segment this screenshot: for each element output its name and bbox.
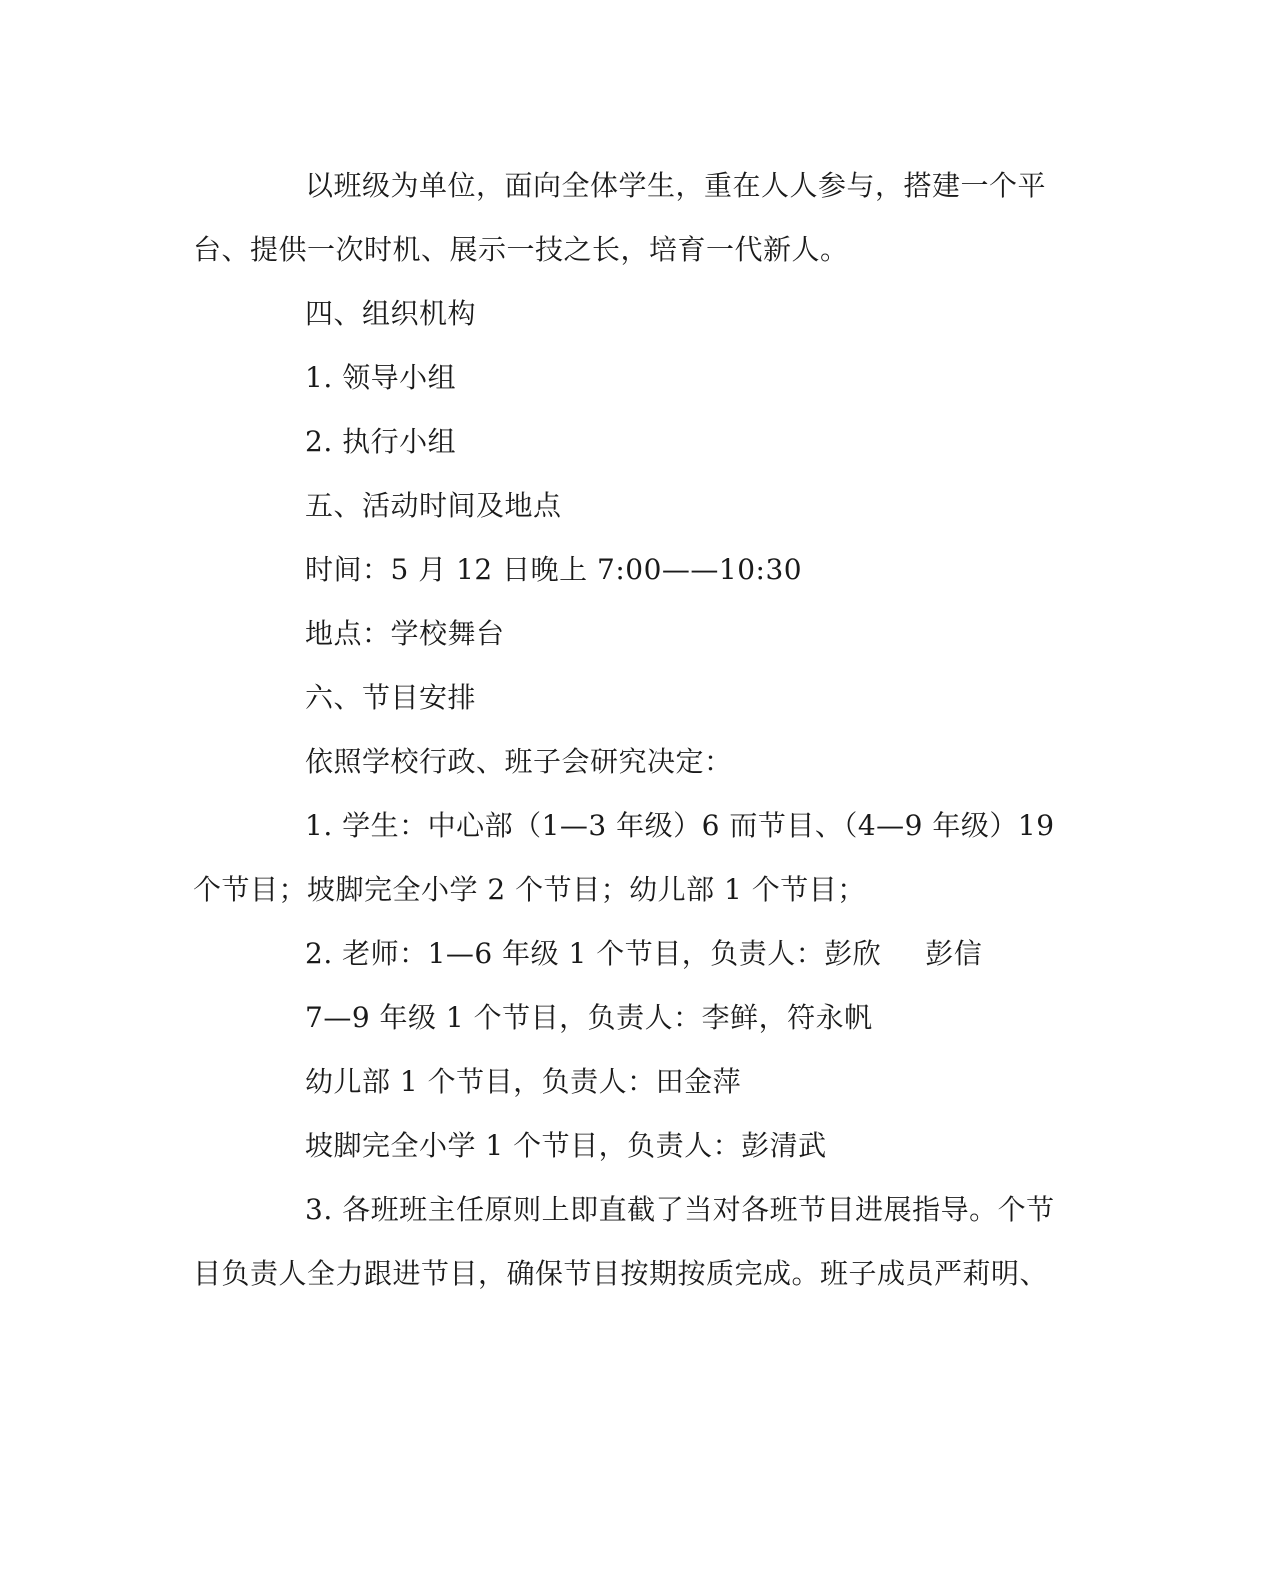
paragraph-line: 时间：5 月 12 日晚上 7:00——10:30 xyxy=(305,553,803,586)
paragraph-line: 地点：学校舞台 xyxy=(305,617,505,650)
paragraph-line: 以班级为单位，面向全体学生，重在人人参与，搭建一个平 xyxy=(305,169,1047,202)
list-item: 1. 领导小组 xyxy=(305,361,457,394)
list-item: 3. 各班班主任原则上即直截了当对各班节目进展指导。个节 xyxy=(305,1193,1055,1226)
paragraph-line: 目负责人全力跟进节目，确保节目按期按质完成。班子成员严莉明、 xyxy=(193,1257,1049,1290)
list-item xyxy=(305,936,1175,972)
paragraph-line: 台、提供一次时机、展示一技之长，培育一代新人。 xyxy=(193,233,849,266)
paragraph-line: 个节目；坡脚完全小学 2 个节目；幼儿部 1 个节目； xyxy=(193,873,866,906)
section-heading: 六、节目安排 xyxy=(305,681,477,714)
list-item: 2. 执行小组 xyxy=(305,425,457,458)
paragraph-line: 依照学校行政、班子会研究决定： xyxy=(305,745,733,778)
paragraph-line: 7—9 年级 1 个节目，负责人：李鲜，符永帆 xyxy=(305,1001,873,1034)
paragraph-text: 2. 老师：1—6 年级 1 个节目，负责人：彭欣 xyxy=(305,937,882,970)
paragraph-text: 彭信 xyxy=(925,937,983,970)
section-heading: 五、活动时间及地点 xyxy=(305,489,562,522)
paragraph-line: 坡脚完全小学 1 个节目，负责人：彭清武 xyxy=(305,1129,827,1162)
list-item: 1. 学生：中心部（1—3 年级）6 而节目、（4—9 年级）19 xyxy=(305,809,1055,842)
section-heading: 四、组织机构 xyxy=(305,297,477,330)
paragraph-line: 幼儿部 1 个节目，负责人：田金萍 xyxy=(305,1065,742,1098)
